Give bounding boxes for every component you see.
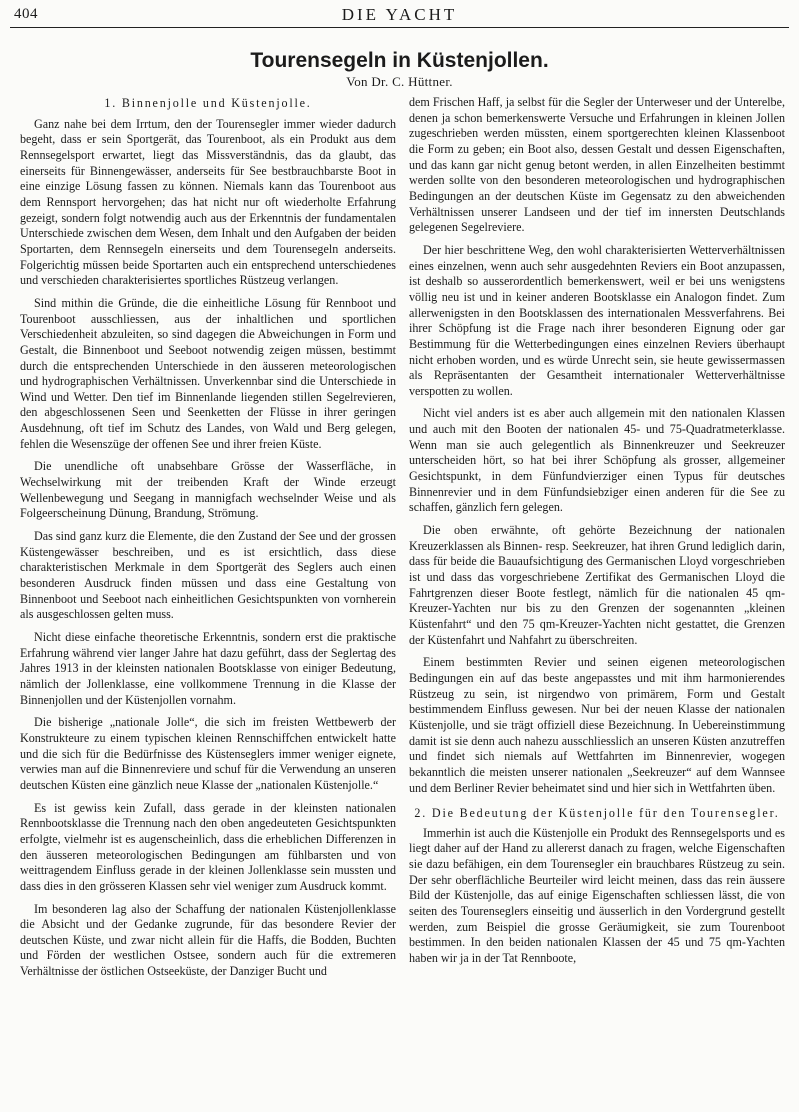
- running-head: DIE YACHT: [341, 5, 458, 24]
- paragraph: dem Frischen Haff, ja selbst für die Segler der Unterweser und der Unterelbe, denen ja schon bemerkenswerte Versuche und Erfahrungen in kleinen Jollen zugeschrieben werden müssten, einem sportgerechten kleinen Klassenboot die Form zu geben; ein Boot also, dessen Gestalt und dessen Eigenschaften, und das kann gar nicht genug betont werden, in allen Einzelheiten bestimmt werden sollte von den besonderen meteorologischen und hydrographischen Bedingungen an der deutschen Küste im Gegensatz zu den abweichenden Verhältnissen unserer Landseen und der tief im innersten Deutschlands gelegenen Segelreviere.: [409, 95, 785, 235]
- paragraph: Die bisherige „nationale Jolle“, die sich im freisten Wettbewerb der Konstrukteure zu einem typischen kleinen Rennschiffchen entwickelt hatte und die sich für die Bedürfnisse des Küstenseglers immer weniger eignete, verwies man auf die Binnenreviere und schuf für die Verwendung an unseren deutschen Küsten eine gänzlich neue Klasse der „nationalen Küstenjolle.“: [20, 715, 396, 792]
- right-column: [409, 95, 785, 974]
- paragraph: Die unendliche oft unabsehbare Grösse der Wasserfläche, in Wechselwirkung mit der treibenden Kraft der Winde erzeugt Wellenbewegung und Seegang in mannigfach wechselnder Weise und als Folgeerscheinung Dünung, Brandung, Strömung.: [20, 459, 396, 521]
- paragraph: Immerhin ist auch die Küstenjolle ein Produkt des Rennsegelsports und es liegt daher auf der Hand zu allererst danach zu fragen, welche Eigenschaften sie dazu befähigen, ein dem Tourensegler ein brauchbares Rüstzeug zu sein. Der sehr oberflächliche Beurteiler wird leicht meinen, dass das rein äussere Bild der Küstenjolle, das auf einige Eigenschaften schliessen lässt, die von seiten des Tourenseglers einseitig und äusserlich in den Vordergrund gestellt werden, zum Beispiel die grosse Geräumigkeit, sie zum Tourenboot bestimmen. In den beiden nationalen Klassen der 45 und 75 qm-Yachten haben wir ja in der Tat Rennboote,: [409, 825, 785, 965]
- section-heading-2: 2. Die Bedeutung der Küstenjolle für den Tourensegler.: [414, 806, 780, 821]
- paragraph: Die oben erwähnte, oft gehörte Bezeichnung der nationalen Kreuzerklassen als Binnen- resp. Seekreuzer, hat ihren Grund lediglich darin, dass für beide die Bauaufsichtigung des Germanischen Lloyd vorgeschrieben ist und dass das vorgeschriebene Zertifikat des Germanischen Lloyd die Fahrtgrenzen dieser Boote festlegt, nämlich für die nationalen 45 qm-Kreuzer-Yachten nur bis zu den Grenzen der sogenannten „kleinen Küstenfahrt“ und den 75 qm-Kreuzer-Yachten nicht gestattet, die Grenzen der Küstenfahrt und Nahfahrt zu überschreiten.: [409, 523, 785, 647]
- article-author: Von Dr. C. Hüttner.: [346, 74, 453, 89]
- paragraph: Ganz nahe bei dem Irrtum, den der Tourensegler immer wieder dadurch begeht, dass er sein Sportgerät, das Tourenboot, als ein Produkt aus dem Rennsegelsport erwartet, liegt das Missverständnis, das da glaubt, das einerseits für Binnengewässer, anderseits für See bestbrauchbarste Boot in eine einzige Lösung fassen zu können. Niemals kann das Tourenboot aus dem Rennsport hervorgehen; das hat nicht nur oft wiederholte Erfahrung gezeigt, sondern folgt notwendig auch aus der Erkenntnis der fundamentalen Unterschiede zwischen dem Wesen, dem Inhalt und den Aufgaben der beiden Sportarten, dem Rennsegeln einerseits und dem Tourensegeln anderseits. Folgerichtig müssen beide Sportarten auch ein entsprechend unterschiedenes und verschieden charakterisiertes sportliches Rüstzeug verlangen.: [20, 116, 396, 288]
- header-rule: [10, 27, 789, 28]
- paragraph: Nicht diese einfache theoretische Erkenntnis, sondern erst die praktische Erfahrung während vier langer Jahre hat dazu geführt, dass der Seglertag des Jahres 1913 in der kleinsten nationalen Bootsklasse von einiger Bedeutung, nämlich der Jollenklasse, eine vollkommene Trennung in die Klasse der Binnenjollen und der Küstenjollen vornahm.: [20, 630, 396, 707]
- paragraph: Im besonderen lag also der Schaffung der nationalen Küstenjollenklasse die Absicht und der Gedanke zugrunde, für das besondere Revier der deutschen Küste, und zwar nicht allein für die Haffs, die Bodden, Buchten und Förden der westlichen Ostsee, sondern auch für die extremeren Verhältnisse der östlichen Ostseeküste, der Danziger Bucht und: [20, 901, 396, 979]
- paragraph: Einem bestimmten Revier und seinen eigenen meteorologischen Bedingungen ein auf das beste angepasstes und mit ihm harmonierendes Rüstzeug zu sein, ist nirgendwo von primärem, Form und Gestalt bestimmendem Einfluss gewesen. Nur bei der neuen Klasse der nationalen Küstenjolle, und sie trägt offiziell diese Bezeichnung. In Uebereinstimmung damit ist sie denn auch nahezu ausschliesslich an unseren Küsten anzutreffen und findet sich niemals auf Wettfahrten im Binnenrevier, wogegen bekanntlich die meisten unserer nationalen „Seekreuzer“ auf dem Wannsee und dem Berliner Revier beheimatet sind und hier sich in Wettfahrten üben.: [409, 655, 785, 795]
- article-title: Tourensegeln in Küstenjollen.: [250, 49, 549, 72]
- paragraph: Das sind ganz kurz die Elemente, die den Zustand der See und der grossen Küstengewässer beschreiben, und es ist ersichtlich, dass diese charakteristischen Merkmale in dem Sportgerät des Seglers auch einen besonderen Ausdruck finden müssen und dass eine Gestaltung von Binnenboot und Seeboot nach einheitlichen Gesichtspunkten von vornherein als ausgeschlossen gelten muss.: [20, 529, 396, 622]
- section-heading-1: 1. Binnenjolle und Küstenjolle.: [104, 96, 312, 110]
- paragraph: Nicht viel anders ist es aber auch allgemein mit den nationalen Klassen und auch mit den Booten der nationalen 45- und 75-Quadratmeterklasse. Wenn man sie auch gelegentlich als Binnenkreuzer und Seekreuzer unterscheiden hört, so hat bei ihrer Schöpfung als grosser, allgemeiner Gesichtspunkt, in dem Fünfundvierziger einen Typus für deutsches Binnenrevier und in dem Fünfundsiebziger einen anderen für die See zu schaffen, gänzlich fern gelegen.: [409, 406, 785, 515]
- page-number: 404: [14, 6, 38, 22]
- paragraph: Sind mithin die Gründe, die die einheitliche Lösung für Rennboot und Tourenboot ausschliessen, aus der inhaltlichen und sportlichen Verschiedenheit abzuleiten, so sind dagegen die Abweichungen in Form und Gestalt, die Binnenboot und Seeboot notwendig zeigen müssen, bestimmt durch die entsprechenden Unterschiede in den äusseren meteorologischen und hydrographischen Verhältnissen. Unverkennbar sind die Unterschiede in Wind und Wetter. Den tief im Binnenlande liegenden stillen Segelrevieren, den abgeschlossenen Seen und Seenketten der Flüsse in ihrer geringen Ausdehnung, oft tief im Schutz des Landes, von Wald und Berg gelegen, fehlen die Wesenszüge der offenen See und ihrer freien Küste.: [20, 295, 396, 451]
- paragraph: Es ist gewiss kein Zufall, dass gerade in der kleinsten nationalen Rennbootsklasse die Trennung nach den oben angedeuteten Gesichtspunkten erfolgte, vielmehr ist es augenscheinlich, dass die erheblichen Differenzen in den äusseren meteorologischen Bedingungen am fühlbarsten und von weittragendem Einfluss gerade in der kleinen Jollenklasse sein mussten und dass dies in den grösseren Klassen sehr viel weniger zum Ausdruck kommt.: [20, 800, 396, 893]
- paragraph: Der hier beschrittene Weg, den wohl charakterisierten Wetterverhältnissen eines einzelnen, wenn auch sehr ausgedehnten Reviers ein Boot anzupassen, ist deshalb so ausserordentlich bemerkenswert, weil er bei uns wenigstens völlig neu ist und in keiner anderen Bootsklasse ein Analogon findet. Zum allerwenigsten in den Bootsklassen des internationalen Messverfahrens. Bei ihrer Schöpfung ist die Frage nach ihrer besonderen Eignung oder gar Bestimmung für die Wetterbedingungen eines einzelnen Reviers überhaupt nicht erhoben worden, und es würde Unrecht sein, sie heute gewissermassen als Repräsentanten der Gesamtheit internationaler Wetterverhältnisse verspotten zu wollen.: [409, 242, 785, 398]
- left-column: [20, 95, 396, 987]
